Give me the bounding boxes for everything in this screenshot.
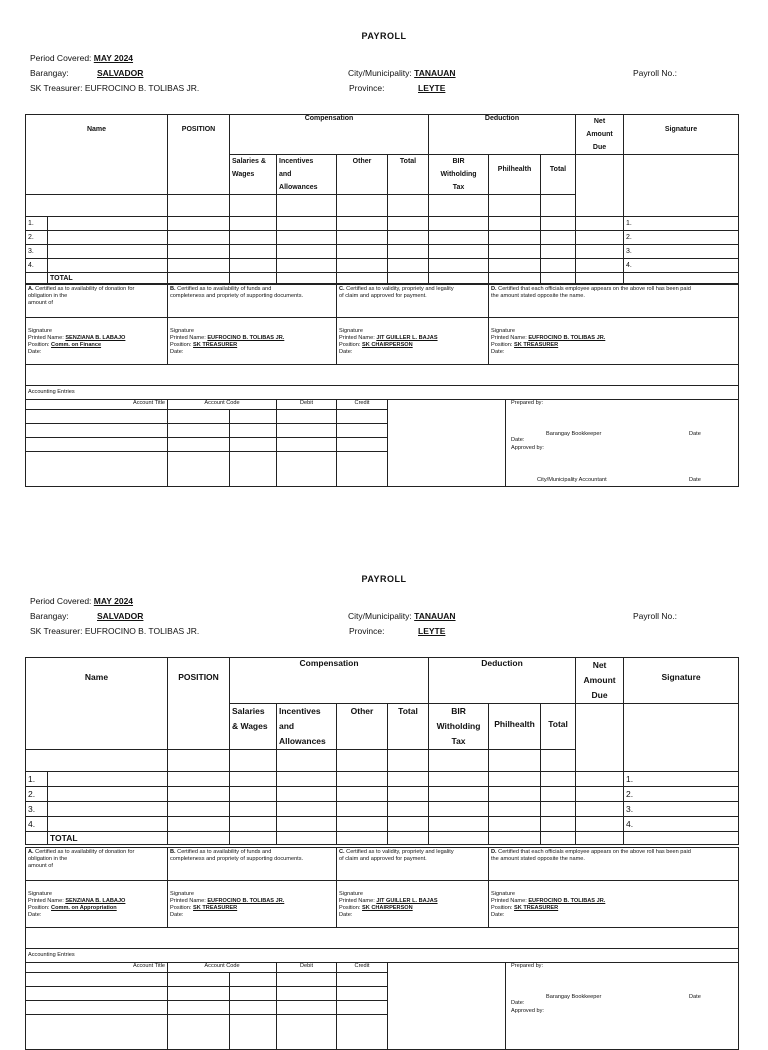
table-row: 3. 3.: [26, 802, 739, 817]
accounting-entries-label: Accounting Entries: [26, 949, 739, 963]
cert-c: C. Certified as to validity, propriety and legality of claim and approved for payment.: [337, 285, 489, 318]
table-row: 4. 4.: [26, 259, 739, 273]
col-signature: Signature: [624, 658, 739, 704]
total-row: TOTAL: [26, 273, 739, 284]
col-incentives: Incentives and Allowances: [277, 704, 337, 750]
page-title: PAYROLL: [361, 574, 407, 584]
col-net-amount-due: Net Amount Due: [576, 115, 624, 155]
col-other: Other: [337, 704, 388, 750]
cert-b: B. Certified as to availability of funds and completeness and propriety of supporting documents.: [168, 848, 337, 881]
cert-d: D. Certified that each officials employee appears on the above roll has been paid the amount stated opposite the name.: [489, 848, 739, 881]
col-deduction: Deduction: [429, 658, 576, 704]
period-covered: Period Covered: MAY 2024: [30, 53, 134, 63]
col-credit: Credit: [337, 400, 388, 410]
col-comp-total: Total: [388, 704, 429, 750]
col-philhealth: Philhealth: [489, 155, 541, 195]
certification-table: [25, 847, 739, 949]
signatory-d: Signature Printed Name: EUFROCINO B. TOLIBAS JR. Position: SK TREASURER Date:: [489, 881, 739, 928]
province-value: LEYTE: [418, 626, 446, 636]
cert-b: B. Certified as to availability of funds and completeness and propriety of supporting documents.: [168, 285, 337, 318]
prepared-approved-block: Prepared by: Barangay Bookkeeper Date Date: Approved by: City/Municipality Accountant Date: [506, 400, 739, 487]
cert-c: C. Certified as to validity, propriety and legality of claim and approved for payment.: [337, 848, 489, 881]
col-bir-tax: BIR Witholding Tax: [429, 155, 489, 195]
table-row: 4. 4.: [26, 817, 739, 832]
col-debit: Debit: [277, 400, 337, 410]
col-name: Name: [26, 115, 168, 195]
signatory-c: Signature Printed Name: JIT GUILLER L. BAJAS Position: SK CHAIRPERSON Date:: [337, 881, 489, 928]
col-debit: Debit: [277, 963, 337, 973]
signatory-b: Signature Printed Name: EUFROCINO B. TOLIBAS JR. Position: SK TREASURER Date:: [168, 318, 337, 365]
col-compensation: Compensation: [230, 658, 429, 704]
period-covered: Period Covered: MAY 2024: [30, 596, 134, 606]
col-compensation: Compensation: [230, 115, 429, 155]
province-value: LEYTE: [418, 83, 446, 93]
signatory-c: Signature Printed Name: JIT GUILLER L. BAJAS Position: SK CHAIRPERSON Date:: [337, 318, 489, 365]
col-incentives: Incentives and Allowances: [277, 155, 337, 195]
accounting-entries-table: [25, 948, 739, 1050]
table-row: 2. 2.: [26, 231, 739, 245]
col-ded-total: Total: [541, 704, 576, 750]
province-label: Province:: [349, 626, 385, 636]
col-net-amount-due: Net Amount Due: [576, 658, 624, 704]
payroll-table: [25, 114, 739, 284]
signatory-a: Signature Printed Name: SENZIANA B. LABAJO Position: Comm. on Appropriation Date:: [26, 881, 168, 928]
table-row: 3. 3.: [26, 245, 739, 259]
city-municipality: City/Municipality: TANAUAN: [348, 611, 456, 621]
payroll-no: Payroll No.:: [633, 611, 677, 621]
page-title: PAYROLL: [361, 31, 407, 41]
col-name: Name: [26, 658, 168, 750]
col-signature: Signature: [624, 115, 739, 155]
signatory-b: Signature Printed Name: EUFROCINO B. TOLIBAS JR. Position: SK TREASURER Date:: [168, 881, 337, 928]
total-row: TOTAL: [26, 832, 739, 845]
col-other: Other: [337, 155, 388, 195]
table-row: 1. 1.: [26, 217, 739, 231]
barangay-label: Barangay:: [30, 68, 69, 78]
signatory-d: Signature Printed Name: EUFROCINO B. TOLIBAS JR. Position: SK TREASURER Date:: [489, 318, 739, 365]
col-position: POSITION: [168, 115, 230, 195]
accounting-entries-table: [25, 385, 739, 487]
col-philhealth: Philhealth: [489, 704, 541, 750]
table-row: 1. 1.: [26, 772, 739, 787]
cert-d: D. Certified that each officials employee appears on the above roll has been paid the amount stated opposite the name.: [489, 285, 739, 318]
col-account-title: Account Title: [26, 400, 168, 410]
prepared-approved-block: Prepared by: Barangay Bookkeeper Date Date: Approved by:: [506, 963, 739, 1050]
col-position: POSITION: [168, 658, 230, 750]
table-row: 2. 2.: [26, 787, 739, 802]
col-account-code: Account Code: [168, 400, 277, 410]
certification-table: [25, 284, 739, 386]
col-account-title: Account Title: [26, 963, 168, 973]
col-salaries-wages: Salaries & Wages: [230, 704, 277, 750]
cert-a: A. Certified as to availability of donation for obligation in the amount of: [26, 848, 168, 881]
payroll-no: Payroll No.:: [633, 68, 677, 78]
col-credit: Credit: [337, 963, 388, 973]
col-deduction: Deduction: [429, 115, 576, 155]
barangay-value: SALVADOR: [97, 68, 144, 78]
col-ded-total: Total: [541, 155, 576, 195]
col-comp-total: Total: [388, 155, 429, 195]
payroll-table: [25, 657, 739, 845]
barangay-value: SALVADOR: [97, 611, 144, 621]
sk-treasurer: SK Treasurer: EUFROCINO B. TOLIBAS JR.: [30, 626, 200, 636]
col-bir-tax: BIR Witholding Tax: [429, 704, 489, 750]
sk-treasurer: SK Treasurer: EUFROCINO B. TOLIBAS JR.: [30, 83, 200, 93]
province-label: Province:: [349, 83, 385, 93]
city-municipality: City/Municipality: TANAUAN: [348, 68, 456, 78]
accounting-entries-label: Accounting Entries: [26, 386, 739, 400]
barangay-label: Barangay:: [30, 611, 69, 621]
col-salaries-wages: Salaries & Wages: [230, 155, 277, 195]
signatory-a: Signature Printed Name: SENZIANA B. LABAJO Position: Comm. on Finance Date:: [26, 318, 168, 365]
col-account-code: Account Code: [168, 963, 277, 973]
cert-a: A. Certified as to availability of donation for obligation in the amount of: [26, 285, 168, 318]
